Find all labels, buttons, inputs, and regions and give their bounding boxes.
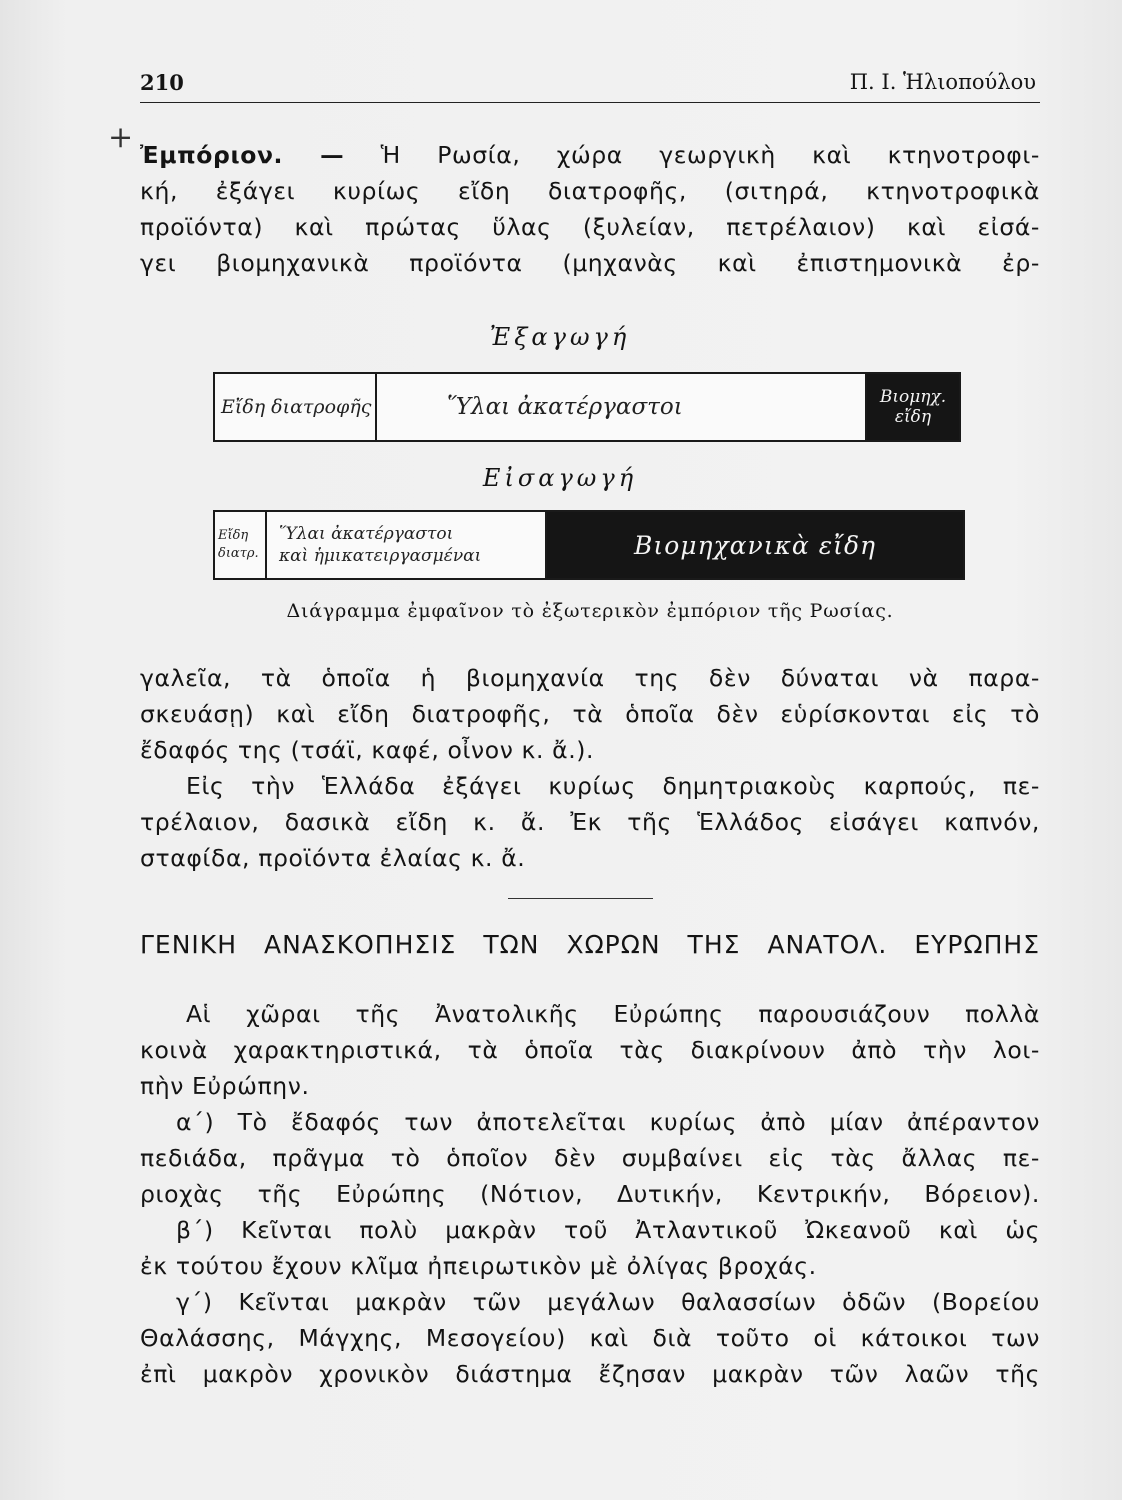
export-industrial-segment	[865, 374, 959, 440]
margin-mark: +	[108, 120, 134, 155]
import-food-line-1: Εἴδη	[218, 528, 249, 543]
import-raw-materials-segment	[265, 512, 545, 578]
intro-line-3: προϊόντα) καὶ πρώτας ὕλας (ξυλείαν, πετρέλαιον) καὶ εἰσά-	[140, 213, 1040, 241]
import-title: Εἰσαγωγή	[482, 464, 638, 492]
export-title: Ἐξαγωγή	[489, 323, 631, 351]
import-raw-line-2: καὶ ἡμικατειργασμέναι	[279, 546, 482, 566]
cont-line-4: Εἰς τὴν Ἑλλάδα ἐξάγει κυρίως δημητριακοὺς καρπούς, πε-	[186, 772, 1040, 800]
import-food-line-2: διατρ.	[218, 546, 259, 561]
page-number: 210	[140, 70, 184, 95]
import-food-segment	[215, 512, 265, 578]
diagram-caption: Διάγραμμα ἐμφαῖνον τὸ ἐξωτερικὸν ἐμπόριον τῆς Ρωσίας.	[286, 600, 894, 622]
intro-line-1-rest: Ἡ Ρωσία, χώρα γεωργικὴ καὶ κτηνοτροφι-	[344, 141, 1040, 169]
intro-line-4: γει βιομηχανικὰ προϊόντα (μηχανὰς καὶ ἐπιστημονικὰ ἐρ-	[140, 249, 1040, 277]
intro-lead: Ἐμπόριον. —	[140, 141, 345, 169]
export-industrial-line-1: Βιομηχ.	[879, 387, 947, 407]
c-line-1: γ΄) Κεῖνται μακρὰν τῶν μεγάλων θαλασσίων ὁδῶν (Βορείου	[176, 1288, 1040, 1316]
intro-line-1	[140, 137, 1040, 173]
a-line-3: ριοχὰς τῆς Εὐρώπης (Νότιον, Δυτικήν, Κεντρικήν, Βόρειον).	[140, 1180, 1040, 1208]
intro-line-2: κή, ἐξάγει κυρίως εἴδη διατροφῆς, (σιτηρά, κτηνοτροφικὰ	[140, 177, 1040, 205]
export-raw-materials-segment: Ὕλαι ἀκατέργαστοι	[375, 374, 865, 440]
import-bar	[213, 510, 965, 580]
cont-line-5: τρέλαιον, δασικὰ εἴδη κ. ἄ. Ἐκ τῆς Ἑλλάδος εἰσάγει καπνόν,	[140, 808, 1040, 836]
export-bar	[213, 372, 961, 442]
a-line-2: πεδιάδα, πρᾶγμα τὸ ὁποῖον δὲν συμβαίνει εἰς τὰς ἄλλας πε-	[140, 1144, 1040, 1172]
import-raw-line-1: Ὕλαι ἀκατέργαστοι	[279, 524, 454, 544]
cont-line-3: ἔδαφός της (τσάϊ, καφέ, οἶνον κ. ἄ.).	[140, 736, 595, 764]
page-header	[140, 66, 1040, 103]
export-food-segment: Εἴδη διατροφῆς	[221, 396, 372, 418]
p1-line-3: πὴν Εὐρώπην.	[140, 1072, 310, 1100]
running-head: Π. Ι. Ἡλιοπούλου	[849, 70, 1036, 94]
c-line-2: Θαλάσσης, Μάγχης, Μεσογείου) καὶ διὰ τοῦτο οἱ κάτοικοι των	[140, 1324, 1040, 1352]
cont-line-2: σκευάσῃ) καὶ εἴδη διατροφῆς, τὰ ὁποῖα δὲν εὑρίσκονται εἰς τὸ	[140, 700, 1040, 728]
cont-line-6: σταφίδα, προϊόντα ἐλαίας κ. ἄ.	[140, 844, 526, 872]
b-line-2: ἐκ τούτου ἔχουν κλῖμα ἠπειρωτικὸν μὲ ὀλίγας βροχάς.	[140, 1252, 817, 1280]
p1-line-2: κοινὰ χαρακτηριστικά, τὰ ὁποῖα τὰς διακρίνουν ἀπὸ τὴν λοι-	[140, 1036, 1040, 1064]
c-line-3: ἐπὶ μακρὸν χρονικὸν διάστημα ἔζησαν μακρὰν τῶν λαῶν τῆς	[140, 1360, 1040, 1388]
section-divider	[508, 898, 653, 899]
a-line-1: α΄) Τὸ ἔδαφός των ἀποτελεῖται κυρίως ἀπὸ μίαν ἀπέραντον	[176, 1108, 1040, 1136]
section-heading: ΓΕΝΙΚΗ ΑΝΑΣΚΟΠΗΣΙΣ ΤΩΝ ΧΩΡΩΝ ΤΗΣ ΑΝΑΤΟΛ. ΕΥΡΩΠΗΣ	[140, 930, 1040, 959]
b-line-1: β΄) Κεῖνται πολὺ μακρὰν τοῦ Ἀτλαντικοῦ Ὠκεανοῦ καὶ ὡς	[176, 1216, 1040, 1244]
import-industrial-segment: Βιομηχανικὰ εἴδη	[545, 512, 963, 578]
p1-line-1: Αἱ χῶραι τῆς Ἀνατολικῆς Εὐρώπης παρουσιάζουν πολλὰ	[186, 1000, 1040, 1028]
export-industrial-line-2: εἴδη	[894, 407, 932, 427]
cont-line-1: γαλεῖα, τὰ ὁποῖα ἡ βιομηχανία της δὲν δύναται νὰ παρα-	[140, 664, 1040, 692]
